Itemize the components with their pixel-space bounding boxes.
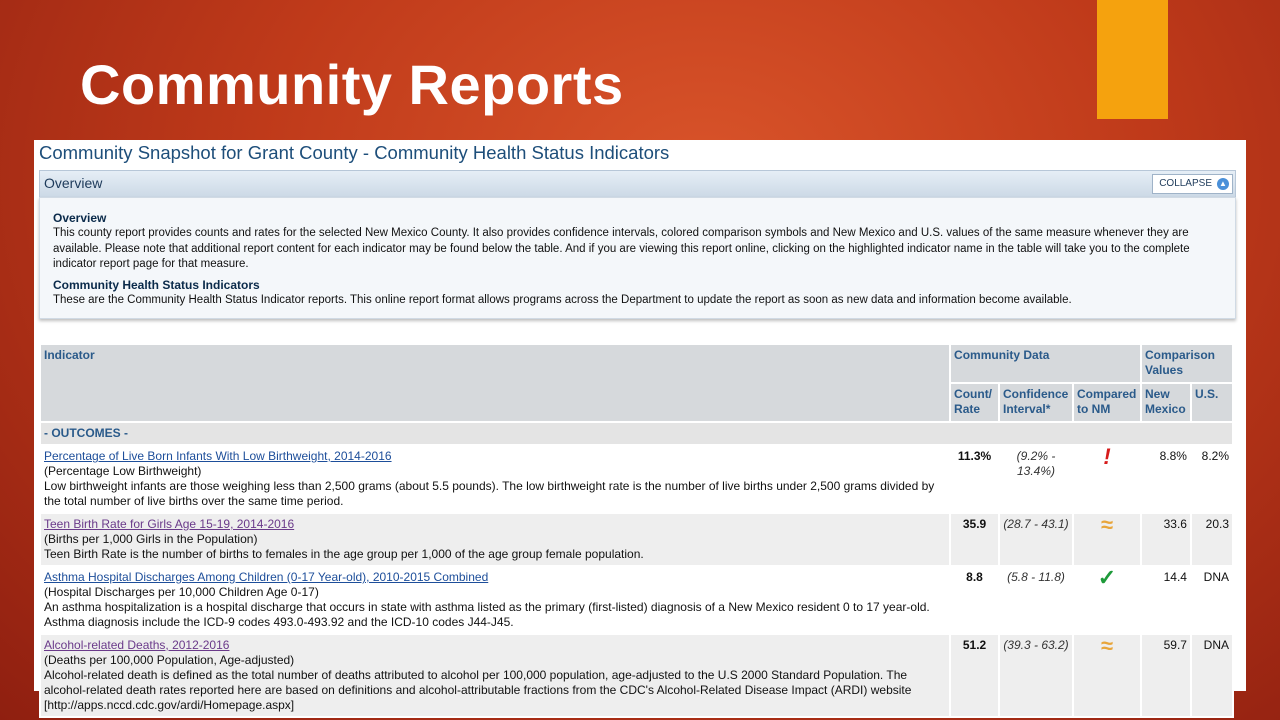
nm-value: 14.4	[1141, 566, 1191, 634]
header-community-data: Community Data	[950, 344, 1141, 383]
us-value: 8.2%	[1191, 445, 1233, 513]
collapse-button[interactable]	[1152, 174, 1233, 194]
section-row	[40, 422, 1233, 445]
header-indicator: Indicator	[40, 344, 950, 422]
count-rate-value: 11.3%	[950, 445, 999, 513]
indicator-measure: (Births per 1,000 Girls in the Population)	[44, 532, 258, 546]
nm-value: 33.6	[1141, 513, 1191, 566]
indicator-link-teen-birth-rate[interactable]: Teen Birth Rate for Girls Age 15-19, 2014-2016	[44, 517, 295, 531]
count-rate-value: 51.2	[950, 634, 999, 717]
indicator-description: Teen Birth Rate is the number of births to females in the age group per 1,000 of the age group female population.	[44, 547, 644, 561]
header-comparison-values: Comparison Values	[1141, 344, 1233, 383]
indicator-description: An asthma hospitalization is a hospital discharge that occurs in state with asthma listed as the primary (first-listed) diagnosis of a New Mexico resident 0 to 17 year-old. Asthma diagnosis include the ICD-9 codes 493.0-493.92 and the ICD-10 codes J44-J45.	[44, 600, 930, 629]
collapse-button-label: COLLAPSE	[1159, 178, 1212, 189]
us-value: 20.3	[1191, 513, 1233, 566]
count-rate-value: 35.9	[950, 513, 999, 566]
overview-heading: Overview	[53, 211, 107, 225]
report-screenshot	[34, 140, 1246, 712]
indicator-cell	[40, 566, 950, 634]
chsi-heading: Community Health Status Indicators	[53, 278, 260, 292]
indicator-measure: (Hospital Discharges per 10,000 Children Age 0-17)	[44, 585, 319, 599]
header-new-mexico: New Mexico	[1141, 383, 1191, 422]
overview-bar-label: Overview	[44, 175, 103, 191]
approximately-equal-icon: ≈	[1100, 633, 1114, 658]
table-row	[40, 445, 1233, 513]
confidence-interval-value: (9.2% - 13.4%)	[999, 445, 1073, 513]
approximately-equal-icon: ≈	[1100, 512, 1114, 537]
indicator-cell	[40, 513, 950, 566]
nm-value: 8.8%	[1141, 445, 1191, 513]
overview-text: This county report provides counts and rates for the selected New Mexico County. It also provides confidence intervals, colored comparison symbols and New Mexico and U.S. values of the same measure whenever they are available. Please note that additional report content for each indicator may be found below the table. And if you are viewing this report online, clicking on the highlighted indicator name in the table will take you to the complete indicator report page for that measure.	[53, 227, 1190, 270]
table-row	[40, 634, 1233, 717]
indicator-cell	[40, 445, 950, 513]
indicator-link-low-birthweight[interactable]: Percentage of Live Born Infants With Low Birthweight, 2014-2016	[44, 449, 392, 463]
confidence-interval-value: (39.3 - 63.2)	[999, 634, 1073, 717]
table-row	[40, 566, 1233, 634]
section-outcomes: - OUTCOMES -	[40, 422, 1233, 445]
header-confidence-interval: Confidence Interval*	[999, 383, 1073, 422]
slide-title: Community Reports	[80, 53, 624, 116]
header-us: U.S.	[1191, 383, 1233, 422]
page-title: Community Snapshot for Grant County - Community Health Status Indicators	[39, 142, 670, 163]
accent-block	[1097, 0, 1168, 119]
checkmark-icon: ✓	[1097, 565, 1117, 590]
us-value: DNA	[1191, 634, 1233, 717]
indicator-description: Low birthweight infants are those weighing less than 2,500 grams (about 5.5 pounds). The low birthweight rate is the number of live births under 2,500 grams divided by the total number of live births over the same time period.	[44, 479, 935, 508]
indicator-link-asthma-discharges[interactable]: Asthma Hospital Discharges Among Children (0-17 Year-old), 2010-2015 Combined	[44, 570, 489, 584]
indicator-link-alcohol-deaths[interactable]: Alcohol-related Deaths, 2012-2016	[44, 638, 230, 652]
us-value: DNA	[1191, 566, 1233, 634]
exclamation-icon: !	[1103, 444, 1111, 469]
indicator-cell	[40, 634, 950, 717]
indicator-measure: (Percentage Low Birthweight)	[44, 464, 202, 478]
indicators-table	[39, 343, 1234, 718]
indicator-description: Alcohol-related death is defined as the total number of deaths attributed to alcohol per 100,000 population, age-adjusted to the U.S 2000 Standard Population. The alcohol-related death rates reported here are based on definitions and alcohol-attributable fractions from the CDC's Alcohol-Related Disease Impact (ARDI) website [http://apps.nccd.cdc.gov/ardi/Homepage.aspx]	[44, 668, 912, 712]
count-rate-value: 8.8	[950, 566, 999, 634]
confidence-interval-value: (5.8 - 11.8)	[999, 566, 1073, 634]
confidence-interval-value: (28.7 - 43.1)	[999, 513, 1073, 566]
indicator-measure: (Deaths per 100,000 Population, Age-adjusted)	[44, 653, 295, 667]
header-count-rate: Count/ Rate	[950, 383, 999, 422]
header-compared-to-nm: Compared to NM	[1073, 383, 1141, 422]
chsi-text: These are the Community Health Status Indicator reports. This online report format allows programs across the Department to update the report as soon as new data and information become available.	[53, 294, 1072, 306]
overview-bar	[39, 170, 1236, 198]
collapse-arrow-icon: ▲	[1217, 178, 1229, 190]
overview-panel	[39, 197, 1236, 319]
table-row	[40, 513, 1233, 566]
nm-value: 59.7	[1141, 634, 1191, 717]
